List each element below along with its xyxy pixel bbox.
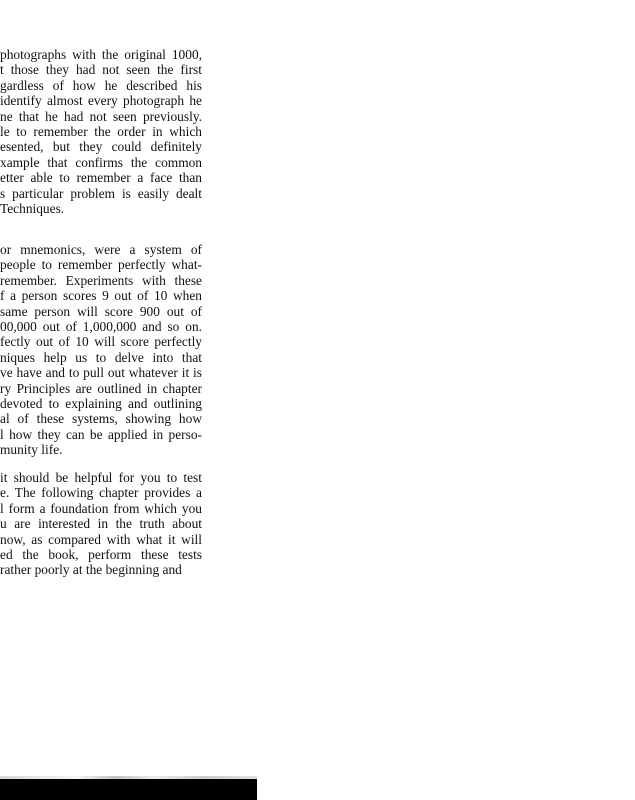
scan-dark-bar [0,779,257,800]
text-line: rather poorly at the beginning and [0,562,182,578]
text-line: remember. Experiments with these [0,272,202,288]
paragraph-2 [0,242,202,458]
text-line: photographs with the original 1000, [0,47,202,62]
text-line: al of these systems, showing how [0,411,202,427]
text-line: ve have and to pull out whatever it is [0,365,202,381]
text-line: t those they had not seen the first [0,62,202,78]
text-line: identify almost every photograph he [0,93,202,109]
text-line: u are interested in the truth about [0,516,202,532]
text-line: ry Principles are outlined in chapter [0,380,202,396]
text-line: devoted to explaining and outlining [0,396,202,412]
text-line: ne that he had not seen previously. [0,108,202,124]
text-line: etter able to remember a face than [0,170,202,186]
paragraph-1 [0,47,202,216]
text-line: gardless of how he described his [0,77,202,93]
text-line: fectly out of 10 will score perfectly [0,334,202,350]
paragraph-3 [0,470,202,578]
text-line: or mnemonics, were a system of [0,242,202,257]
text-line: same person will score 900 out of [0,303,202,319]
text-line: munity life. [0,442,63,458]
text-line: niques help us to delve into that [0,349,202,365]
text-line: f a person scores 9 out of 10 when [0,288,202,304]
text-line: s particular problem is easily dealt [0,185,202,201]
text-line: 00,000 out of 1,000,000 and so on. [0,319,202,335]
text-line: xample that confirms the common [0,154,202,170]
text-line: l form a foundation from which you [0,500,202,516]
text-line: le to remember the order in which [0,124,202,140]
text-line: l how they can be applied in perso- [0,426,202,442]
text-line: e. The following chapter provides a [0,485,202,501]
text-line: people to remember perfectly what- [0,257,202,273]
text-line: ed the book, perform these tests [0,547,202,563]
text-line: Techniques. [0,201,65,217]
text-line: now, as compared with what it will [0,531,202,547]
text-line: esented, but they could definitely [0,139,202,155]
text-line: it should be helpful for you to test [0,470,202,485]
